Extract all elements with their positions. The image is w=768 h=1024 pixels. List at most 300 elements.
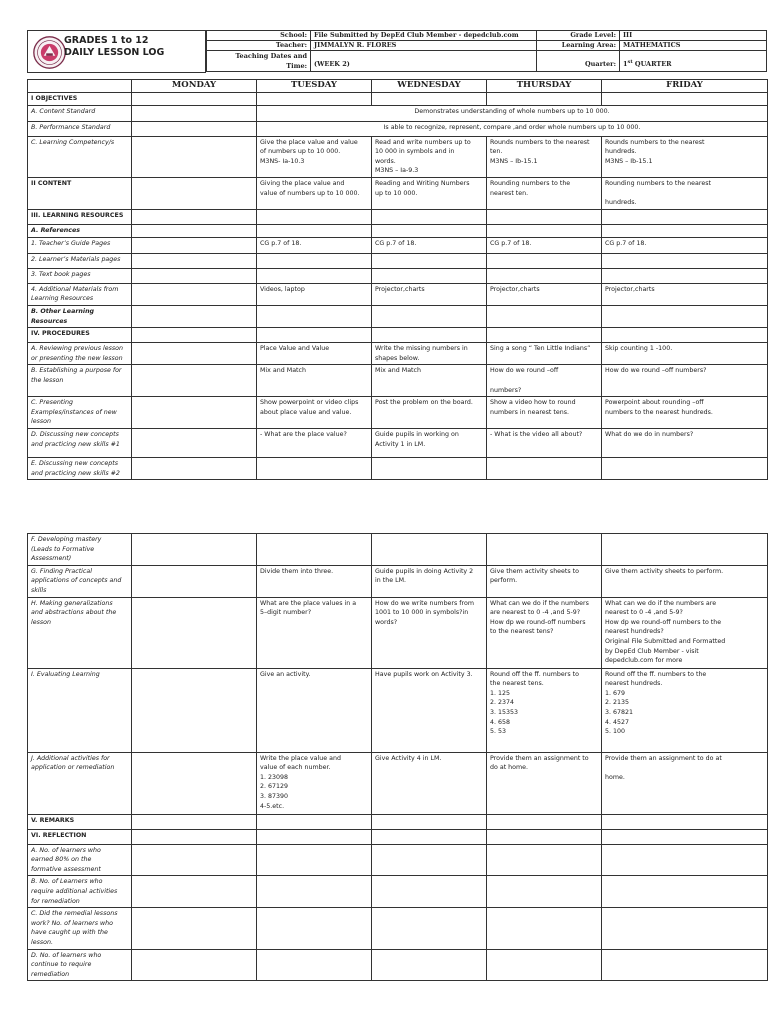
table-row: [28, 844, 768, 876]
row-label: [28, 93, 132, 106]
text-line: [490, 211, 598, 221]
text-line: [605, 846, 764, 856]
day-cell: [257, 844, 372, 876]
day-cell: [257, 177, 372, 209]
text-line: [135, 877, 253, 887]
day-cell: [132, 597, 257, 668]
day-cell: [487, 268, 602, 283]
text-line: [490, 94, 598, 104]
grade-level-label: Grade Level:: [537, 31, 620, 41]
text-line: 3. Text book pages: [31, 270, 91, 278]
text-line: numbers in nearest tens.: [490, 408, 570, 416]
day-cell: [602, 328, 768, 343]
text-line: A. References: [31, 226, 81, 234]
title-line-2: DAILY LESSON LOG: [64, 47, 165, 58]
text-line: - What are the place value?: [260, 431, 347, 439]
day-cell: [257, 908, 372, 949]
table-row: [28, 328, 768, 343]
text-line: [260, 307, 368, 317]
row-label: [28, 105, 132, 121]
day-cell: [132, 93, 257, 106]
text-line: [605, 329, 764, 339]
text-line: M3NS – Ia-9.3: [375, 167, 419, 175]
day-cell: [487, 565, 602, 597]
day-cell: [372, 668, 487, 752]
table-row: [28, 105, 768, 121]
text-line: Learning Resources: [31, 295, 94, 303]
text-line: Round off the ff. numbers to the: [605, 670, 707, 678]
table-row: [28, 177, 768, 209]
table-row: [28, 136, 768, 177]
day-cell: [602, 365, 768, 397]
day-cell: [602, 876, 768, 908]
day-cell: [372, 283, 487, 305]
text-line: Videos, laptop: [260, 285, 305, 293]
merged-standard-cell: Is able to recognize, represent, compare ,and order whole numbers up to 10 000.: [257, 121, 768, 136]
day-cell: [602, 209, 768, 224]
teaching-dates-label-line2: Time:: [286, 62, 307, 70]
table-row: [28, 305, 768, 327]
day-cell: [257, 224, 372, 237]
text-line: [490, 459, 598, 469]
day-cell: [372, 93, 487, 106]
day-cell: [487, 397, 602, 429]
text-line: [260, 535, 368, 545]
info-table: [206, 30, 767, 72]
day-cell: [132, 283, 257, 305]
day-cell: [602, 814, 768, 829]
day-cell: [132, 829, 257, 844]
text-line: 4-5.etc.: [260, 802, 285, 810]
school-value: File Submitted by DepEd Club Member - depedclub.com: [311, 31, 537, 41]
text-line: [135, 239, 253, 249]
lesson-log-header: [27, 30, 768, 73]
text-line: 1. 23098: [260, 773, 289, 781]
text-line: Assessment): [31, 555, 72, 563]
text-line: Write the missing numbers in: [375, 345, 468, 353]
document-title: [64, 35, 164, 59]
text-line: by DepEd Club Member - visit: [605, 647, 699, 655]
school-label: School:: [207, 31, 311, 41]
table-row: [28, 876, 768, 908]
day-cell: [132, 253, 257, 268]
text-line: Original File Submitted and Formatted: [605, 637, 726, 645]
teacher-label: Teacher:: [207, 41, 311, 51]
text-line: Mix and Match: [260, 367, 306, 375]
day-cell: [487, 253, 602, 268]
text-line: nearest ten.: [490, 189, 529, 197]
day-cell: [257, 565, 372, 597]
day-cell: [372, 253, 487, 268]
text-line: about place value and value.: [260, 408, 352, 416]
row-label: [28, 237, 132, 253]
text-line: IV. PROCEDURES: [31, 330, 90, 338]
day-cell: [602, 829, 768, 844]
text-line: [375, 211, 483, 221]
text-line: [135, 846, 253, 856]
text-line: 1001 to 10 000 in symbols?in: [375, 609, 469, 617]
text-line: [490, 846, 598, 856]
text-line: nearest hundreds?: [605, 628, 664, 636]
table-row: [28, 814, 768, 829]
text-line: [605, 94, 764, 104]
row-label: [28, 209, 132, 224]
text-line: and practicing new skills #1: [31, 440, 120, 448]
day-cell: [132, 365, 257, 397]
table-row: [28, 121, 768, 136]
text-line: [135, 535, 253, 545]
text-line: Read and write numbers up to: [375, 138, 471, 146]
table-row: [28, 429, 768, 458]
row-label: [28, 177, 132, 209]
row-label: [28, 429, 132, 458]
text-line: Examples/instances of new: [31, 408, 117, 416]
text-line: words.: [375, 157, 396, 165]
day-cell: [487, 949, 602, 981]
day-cell: [487, 668, 602, 752]
text-line: (Leads to Formative: [31, 545, 95, 553]
day-header-friday: FRIDAY: [602, 80, 768, 93]
day-cell: [487, 876, 602, 908]
text-line: lesson.: [31, 938, 54, 946]
text-line: Have pupils work on Activity 3.: [375, 670, 473, 678]
text-line: have caught up with the: [31, 929, 108, 937]
text-line: [375, 951, 483, 961]
text-line: Mix and Match: [375, 367, 421, 375]
day-cell: [487, 224, 602, 237]
day-cell: [372, 876, 487, 908]
day-cell: [602, 908, 768, 949]
text-line: VI. REFLECTION: [31, 831, 87, 839]
text-line: [260, 255, 368, 265]
text-line: [135, 459, 253, 469]
text-line: numbers to the nearest hundreds.: [605, 408, 713, 416]
day-cell: [372, 397, 487, 429]
day-cell: [257, 93, 372, 106]
day-cell: [372, 458, 487, 480]
text-line: the lesson: [31, 376, 64, 384]
text-line: [135, 599, 253, 609]
day-cell: [257, 597, 372, 668]
teaching-dates-label: [207, 51, 311, 72]
day-cell: [602, 237, 768, 253]
text-line: V. REMARKS: [31, 816, 75, 824]
day-cell: [372, 224, 487, 237]
row-label: [28, 136, 132, 177]
table-row: [28, 343, 768, 365]
day-cell: [602, 253, 768, 268]
text-line: [605, 270, 764, 280]
table-row: [28, 597, 768, 668]
text-line: Give an activity.: [260, 670, 311, 678]
text-line: M3NS – Ib-15.1: [490, 157, 538, 165]
grade-level-value: III: [620, 31, 767, 41]
text-line: How do we write numbers from: [375, 599, 474, 607]
day-cell: [257, 397, 372, 429]
day-cell: [487, 305, 602, 327]
table-row: [28, 93, 768, 106]
row-label: [28, 328, 132, 343]
day-cell: [132, 814, 257, 829]
day-cell: [132, 343, 257, 365]
text-line: earned 80% on the: [31, 856, 92, 864]
day-cell: [372, 365, 487, 397]
text-line: Write the place value and: [260, 754, 341, 762]
text-line: [605, 189, 764, 199]
day-cell: [132, 177, 257, 209]
row-label: [28, 844, 132, 876]
day-cell: [372, 752, 487, 814]
row-label: [28, 397, 132, 429]
day-cell: [257, 429, 372, 458]
text-line: [490, 270, 598, 280]
day-cell: [257, 814, 372, 829]
text-line: How do we round –off: [490, 367, 559, 375]
day-cell: [487, 814, 602, 829]
text-line: [605, 909, 764, 919]
text-line: [375, 831, 483, 841]
text-line: shapes below.: [375, 354, 420, 362]
day-cell: [257, 668, 372, 752]
table-row: [28, 397, 768, 429]
text-line: [605, 211, 764, 221]
text-line: home.: [605, 773, 625, 781]
day-cell: [602, 224, 768, 237]
text-line: for remediation: [31, 897, 80, 905]
table-row: [28, 458, 768, 480]
text-line: Projector,charts: [605, 285, 655, 293]
text-line: remediation: [31, 970, 70, 978]
day-cell: [487, 283, 602, 305]
text-line: I OBJECTIVES: [31, 95, 78, 102]
text-line: of numbers up to 10 000.: [260, 148, 341, 156]
row-label: [28, 283, 132, 305]
text-line: application or remediation: [31, 764, 115, 772]
text-line: Post the problem on the board.: [375, 399, 473, 407]
day-cell: [372, 534, 487, 566]
day-cell: [132, 876, 257, 908]
quarter-label: Quarter:: [537, 51, 620, 72]
day-cell: [132, 268, 257, 283]
text-line: words?: [375, 618, 398, 626]
day-cell: [132, 105, 257, 121]
text-line: [605, 535, 764, 545]
quarter-text: QUARTER: [634, 60, 672, 68]
text-line: [260, 459, 368, 469]
row-label: [28, 908, 132, 949]
table-row: [28, 224, 768, 237]
text-line: Guide pupils in working on: [375, 431, 459, 439]
text-line: [135, 270, 253, 280]
day-cell: [487, 136, 602, 177]
day-cell: [487, 93, 602, 106]
text-line: B. Establishing a purpose for: [31, 367, 122, 375]
text-line: up to 10 000.: [375, 189, 418, 197]
day-cell: [257, 343, 372, 365]
text-line: 4. 658: [490, 718, 511, 726]
text-line: 5. 53: [490, 728, 507, 736]
text-line: [375, 909, 483, 919]
text-line: What can we do if the numbers are: [605, 599, 717, 607]
day-header-thursday: THURSDAY: [487, 80, 602, 93]
day-cell: [372, 829, 487, 844]
row-label: [28, 668, 132, 752]
text-line: [490, 535, 598, 545]
day-cell: [487, 343, 602, 365]
day-cell: [257, 209, 372, 224]
day-cell: [602, 136, 768, 177]
text-line: I. Evaluating Learning: [31, 670, 100, 678]
text-line: CG p.7 of 18.: [490, 239, 532, 247]
row-label: [28, 565, 132, 597]
text-line: [490, 831, 598, 841]
text-line: [605, 459, 764, 469]
text-line: [605, 877, 764, 887]
text-line: [135, 567, 253, 577]
text-line: [260, 831, 368, 841]
text-line: 1. 679: [605, 689, 626, 697]
text-line: Reading and Writing Numbers: [375, 179, 470, 187]
text-line: Show a video how to round: [490, 399, 576, 407]
text-line: [135, 831, 253, 841]
day-cell: [372, 305, 487, 327]
table-row: [28, 752, 768, 814]
day-cell: [132, 209, 257, 224]
day-cell: [487, 534, 602, 566]
row-label: [28, 458, 132, 480]
day-cell: [372, 597, 487, 668]
text-line: value of each number.: [260, 764, 331, 772]
text-line: How dp we round-off numbers to the: [605, 618, 722, 626]
text-line: [490, 951, 598, 961]
text-line: and practicing new skills #2: [31, 469, 120, 477]
text-line: [135, 398, 253, 408]
lesson-log-body-page-2: [28, 534, 768, 981]
day-cell: [372, 237, 487, 253]
row-label: [28, 534, 132, 566]
day-cell: [257, 268, 372, 283]
day-cell: [602, 93, 768, 106]
text-line: Activity 1 in LM.: [375, 440, 426, 448]
text-line: Projector,charts: [490, 285, 540, 293]
day-cell: [257, 876, 372, 908]
day-cell: [257, 365, 372, 397]
text-line: D. No. of learners who: [31, 951, 102, 959]
text-line: [605, 816, 764, 826]
text-line: [135, 211, 253, 221]
text-line: [135, 94, 253, 104]
text-line: [375, 459, 483, 469]
text-line: [260, 951, 368, 961]
text-line: nearest to 0 -4 ,and 5-9?: [605, 609, 683, 617]
text-line: depedclub.com for more: [605, 657, 683, 665]
text-line: Provide them an assignment to: [490, 754, 589, 762]
text-line: 10 000 in symbols and in: [375, 148, 455, 156]
text-line: [135, 430, 253, 440]
title-box: [27, 30, 206, 73]
lesson-log-table-page-2: [27, 533, 768, 981]
text-line: Rounding numbers to the: [490, 179, 571, 187]
table-row: [28, 365, 768, 397]
day-cell: [372, 343, 487, 365]
text-line: How do we round –off numbers?: [605, 367, 707, 375]
text-line: hundreds.: [605, 148, 637, 156]
text-line: [490, 255, 598, 265]
day-cell: [132, 429, 257, 458]
day-header-tuesday: TUESDAY: [257, 80, 372, 93]
text-line: [605, 226, 764, 236]
text-line: Rounds numbers to the nearest: [605, 138, 705, 146]
text-line: [375, 846, 483, 856]
text-line: the nearest tens.: [490, 680, 544, 688]
text-line: formative assessment: [31, 865, 101, 873]
text-line: G. Finding Practical: [31, 567, 92, 575]
text-line: [490, 376, 598, 386]
merged-standard-cell: Demonstrates understanding of whole numbers up to 10 000.: [257, 105, 768, 121]
text-line: Provide them an assignment to do at: [605, 754, 722, 762]
text-line: B. Performance Standard: [31, 123, 111, 131]
text-line: F. Developing mastery: [31, 536, 102, 543]
text-line: 1. Teacher’s Guide Pages: [31, 239, 111, 247]
text-line: do at home.: [490, 764, 529, 772]
day-cell: [257, 534, 372, 566]
row-label: [28, 305, 132, 327]
day-cell: [372, 268, 487, 283]
day-cell: [257, 328, 372, 343]
row-label: [28, 829, 132, 844]
text-line: nearest hundreds.: [605, 680, 663, 688]
table-row: [28, 534, 768, 566]
row-label: [28, 365, 132, 397]
day-cell: [602, 458, 768, 480]
table-row: [28, 209, 768, 224]
day-cell: [487, 177, 602, 209]
text-line: Give them activity sheets to perform.: [605, 567, 724, 575]
day-cell: [132, 237, 257, 253]
day-cell: [372, 844, 487, 876]
day-cell: [487, 365, 602, 397]
text-line: A. Content Standard: [31, 107, 96, 115]
text-line: Rounds numbers to the nearest: [490, 138, 590, 146]
day-cell: [372, 565, 487, 597]
day-cell: [257, 305, 372, 327]
text-line: How dp we round-off numbers: [490, 618, 586, 626]
day-cell: [257, 253, 372, 268]
text-line: Skip counting 1 -100.: [605, 345, 673, 353]
text-line: Divide them into three.: [260, 567, 334, 575]
text-line: [490, 329, 598, 339]
text-line: What are the place values in a: [260, 599, 357, 607]
text-line: lesson: [31, 618, 52, 626]
day-cell: [487, 908, 602, 949]
text-line: [260, 94, 368, 104]
day-cell: [602, 283, 768, 305]
text-line: to the nearest tens?: [490, 628, 554, 636]
text-line: Giving the place value and: [260, 179, 345, 187]
text-line: E. Discussing new concepts: [31, 460, 119, 468]
text-line: [135, 226, 253, 236]
day-cell: [132, 668, 257, 752]
text-line: work? No. of learners who: [31, 919, 114, 927]
text-line: [490, 307, 598, 317]
text-line: [260, 329, 368, 339]
text-line: [375, 307, 483, 317]
text-line: - What is the video all about?: [490, 431, 583, 439]
text-line: [135, 366, 253, 376]
row-label: [28, 268, 132, 283]
table-row: [28, 268, 768, 283]
text-line: [260, 909, 368, 919]
